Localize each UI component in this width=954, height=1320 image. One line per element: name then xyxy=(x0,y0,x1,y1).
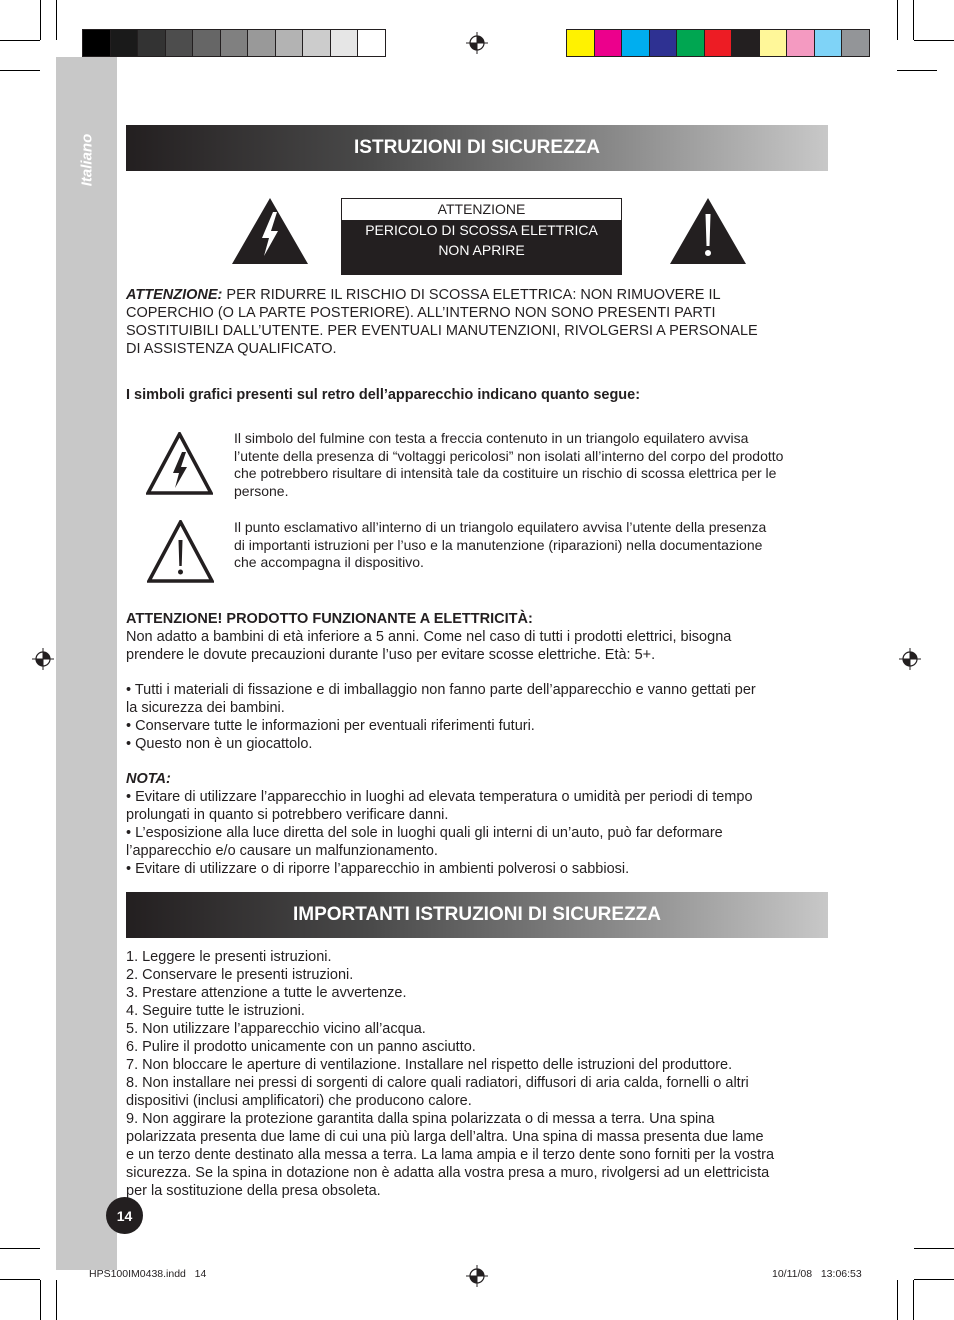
symbols-heading: I simboli grafici presenti sul retro dell’apparecchio indicano quanto segue: xyxy=(126,387,641,403)
section-title: IMPORTANTI ISTRUZIONI DI SICUREZZA xyxy=(292,904,662,925)
color-swatch xyxy=(786,29,815,57)
crop-mark xyxy=(897,70,937,71)
product-heading: ATTENZIONE! PRODOTTO FUNZIONANTE A ELETTRICITÀ: xyxy=(126,611,533,627)
registration-mark-icon xyxy=(466,32,488,54)
crop-mark xyxy=(0,70,40,71)
attention-label: ATTENZIONE: xyxy=(126,287,223,303)
color-swatch xyxy=(247,29,276,57)
crop-mark xyxy=(914,1248,954,1249)
registration-mark-icon xyxy=(466,1265,488,1287)
color-swatch xyxy=(82,29,111,57)
crop-mark xyxy=(897,0,898,40)
color-swatch xyxy=(330,29,359,57)
crop-mark xyxy=(913,1280,914,1320)
lightning-symbol-text: Il simbolo del fulmine con testa a freccia contenuto in un triangolo equilatero avvisa l’utente della presenza di “voltaggi pericolosi” non isolati all’interno del corpo del prodotto che potrebbero risultare di intensità tale da costituire un rischio di scossa elettrica per le persone. xyxy=(234,430,784,500)
crop-mark xyxy=(914,1279,954,1280)
attention-text: PER RIDURRE IL RISCHIO DI SCOSSA ELETTRICA: NON RIMUOVERE IL COPERCHIO (O LA PARTE POSTERIORE). ALL’INTERNO NON SONO PRESENTI PARTI SOSTITUIBILI DALL’UTENTE. PER EVENTUALI MANUTENZIONI, RIVOLGERSI A PERSONALE DI ASSISTENZA QUALIFICATO. xyxy=(126,287,758,357)
crop-mark xyxy=(40,0,41,40)
color-swatch xyxy=(275,29,304,57)
color-swatch xyxy=(110,29,139,57)
registration-mark-icon xyxy=(899,648,921,670)
nota-bullet-list: • Evitare di utilizzare l’apparecchio in luoghi ad elevata temperatura o umidità per periodi di tempo prolungati in quanto si potrebbero verificare danni. • L’esposizione alla luce diretta del sole in luoghi quali gli interni di un’auto, può far deformare l’apparecchio e/o causare un malfunzionamento. • Evitare di utilizzare o di riporre l’apparecchio in ambienti polverosi o sabbiosi. xyxy=(126,789,753,877)
color-swatch xyxy=(759,29,788,57)
color-swatch xyxy=(357,29,386,57)
instructions-list: 1. Leggere le presenti istruzioni. 2. Conservare le presenti istruzioni. 3. Prestare attenzione a tutte le avvertenze. 4. Seguire tutte le istruzioni. 5. Non utilizzare l’apparecchio vicino all’acqua. 6. Pulire il prodotto unicamente con un panno asciutto. 7. Non bloccare le aperture di ventilazione. Installare nel rispetto delle istruzioni del produttore. 8. Non installare nei pressi di sorgenti di calore quali radiatori, diffusori di aria calda, fornelli o altri dispositivi (inclusi amplificatori) che producono calore. 9. Non aggirare la protezione garantita dalla spina polarizzata o di messa a terra. Una spina polarizzata presenta due lame di cui una più larga dell’altra. Una spina di massa presenta due lame e un terzo dente destinato alla messa a terra. La lama ampia e il terzo dente sono forniti per la vostra sicurezza. Se la spina in dotazione non è adatta alla vostra presa a muro, rivolgersi ad un elettricista per la sostituzione della presa obsoleta. xyxy=(126,949,775,1199)
exclamation-symbol-text: Il punto esclamativo all’interno di un triangolo equilatero avvisa l’utente della presenza di importanti istruzioni per l’uso e la manutenzione (riparazioni) nella documentazione che accompagna il dispositivo. xyxy=(234,519,767,571)
lightning-symbol-icon xyxy=(146,432,213,495)
registration-mark-icon xyxy=(32,648,54,670)
exclamation-symbol-icon xyxy=(147,520,214,583)
color-swatch xyxy=(731,29,760,57)
page-number: 14 xyxy=(106,1197,143,1234)
crop-mark xyxy=(0,1279,40,1280)
language-label-text: Italiano xyxy=(78,133,96,187)
color-swatch xyxy=(704,29,733,57)
warning-box-line2: PERICOLO DI SCOSSA ELETTRICA xyxy=(365,222,598,238)
warning-box-line3: NON APRIRE xyxy=(438,242,525,258)
warning-label-box xyxy=(341,198,622,275)
warning-box-line1: ATTENZIONE xyxy=(342,199,621,220)
color-swatch xyxy=(165,29,194,57)
crop-mark xyxy=(0,40,40,41)
color-swatch xyxy=(302,29,331,57)
crop-mark xyxy=(897,1280,898,1320)
crop-mark xyxy=(913,0,914,40)
color-swatch xyxy=(566,29,595,57)
section-title: ISTRUZIONI DI SICUREZZA xyxy=(354,137,600,158)
color-swatch xyxy=(220,29,249,57)
section-title-banner xyxy=(126,892,828,938)
color-swatch xyxy=(594,29,623,57)
attention-paragraph xyxy=(126,286,826,358)
crop-mark xyxy=(0,1248,40,1249)
color-swatch xyxy=(841,29,870,57)
footer-date: 10/11/08 13:06:53 xyxy=(772,1268,862,1280)
crop-mark xyxy=(56,0,57,40)
color-swatch xyxy=(676,29,705,57)
color-swatch xyxy=(621,29,650,57)
section-title-banner xyxy=(126,125,828,171)
crop-mark xyxy=(40,1280,41,1320)
exclamation-warning-icon xyxy=(670,198,746,264)
language-sidebar xyxy=(56,57,117,1270)
nota-label: NOTA: xyxy=(126,771,171,787)
product-text: Non adatto a bambini di età inferiore a 5 anni. Come nel caso di tutti i prodotti elettrici, bisogna prendere le dovute precauzioni durante l’uso per evitare scosse elettriche. Età: 5+. xyxy=(126,629,732,663)
lightning-warning-icon xyxy=(232,198,308,264)
color-swatch xyxy=(814,29,843,57)
footer-file-name: HPS100IM0438.indd 14 xyxy=(89,1268,207,1280)
color-swatch xyxy=(137,29,166,57)
color-swatch xyxy=(192,29,221,57)
crop-mark xyxy=(56,1280,57,1320)
language-label xyxy=(72,120,102,200)
safety-bullet-list: • Tutti i materiali di fissazione e di imballaggio non fanno parte dell’apparecchio e vanno gettati per la sicurezza dei bambini. • Conservare tutte le informazioni per eventuali riferimenti futuri. • Questo non è un giocattolo. xyxy=(126,682,756,752)
color-swatch xyxy=(649,29,678,57)
crop-mark xyxy=(914,40,954,41)
